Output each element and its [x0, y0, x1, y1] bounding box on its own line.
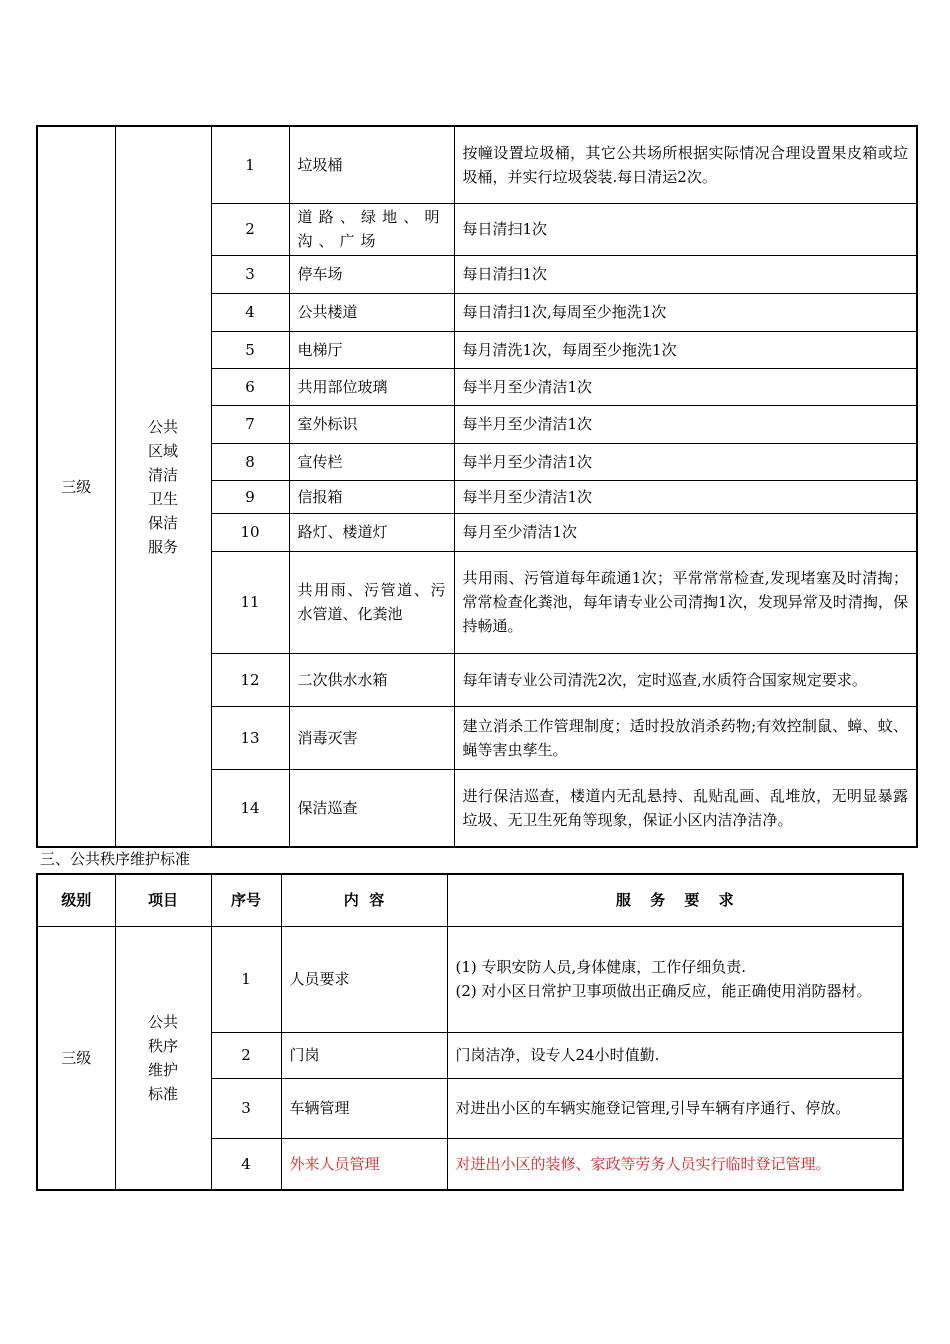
row-requirement: 每半月至少清洁1次 — [454, 368, 917, 405]
section-title: 三、公共秩序维护标准 — [40, 850, 191, 868]
row-content: 二次供水水箱 — [289, 653, 454, 706]
header-content: 内 容 — [281, 874, 447, 926]
row-requirement: 每年请专业公司清洗2次，定时巡查,水质符合国家规定要求。 — [454, 653, 917, 706]
row-content: 信报箱 — [289, 480, 454, 513]
row-number: 5 — [211, 331, 289, 368]
cleaning-standards-table — [36, 125, 918, 848]
row-requirement: 每半月至少清洁1次 — [454, 480, 917, 513]
row-requirement: 每半月至少清洁1次 — [454, 405, 917, 443]
row-requirement: 每半月至少清洁1次 — [454, 443, 917, 480]
row-content: 共用雨、污管道、污水管道、化粪池 — [289, 551, 454, 653]
level-cell: 三级 — [37, 126, 115, 847]
row-number: 14 — [211, 769, 289, 847]
header-project: 项目 — [115, 874, 211, 926]
row-number: 4 — [211, 1138, 281, 1190]
row-requirement: 每日清扫1次 — [454, 255, 917, 293]
row-requirement: 每日清扫1次,每周至少拖洗1次 — [454, 293, 917, 331]
row-requirement: 按幢设置垃圾桶，其它公共场所根据实际情况合理设置果皮箱或垃圾桶，并实行垃圾袋装.每日清运2次。 — [454, 126, 917, 203]
row-requirement: 每月清洗1次，每周至少拖洗1次 — [454, 331, 917, 368]
row-content: 车辆管理 — [281, 1078, 447, 1138]
table-row — [37, 126, 917, 203]
row-content: 室外标识 — [289, 405, 454, 443]
project-cell — [115, 926, 211, 1190]
order-maintenance-table — [36, 873, 904, 1191]
table-header-row — [37, 874, 903, 926]
header-level: 级别 — [37, 874, 115, 926]
project-label: 公共秩序维护标准 — [147, 1012, 178, 1103]
project-label: 公共区域清洁卫生保洁服务 — [147, 417, 178, 556]
row-number: 12 — [211, 653, 289, 706]
table-row — [37, 926, 903, 1032]
row-requirement: 对进出小区的装修、家政等劳务人员实行临时登记管理。 — [447, 1138, 903, 1190]
row-requirement: 门岗洁净，设专人24小时值勤. — [447, 1032, 903, 1078]
row-number: 3 — [211, 255, 289, 293]
row-content: 宣传栏 — [289, 443, 454, 480]
row-content: 人员要求 — [281, 926, 447, 1032]
row-number: 1 — [211, 926, 281, 1032]
row-content: 共用部位玻璃 — [289, 368, 454, 405]
row-number: 8 — [211, 443, 289, 480]
row-content: 公共楼道 — [289, 293, 454, 331]
row-number: 6 — [211, 368, 289, 405]
row-number: 9 — [211, 480, 289, 513]
row-number: 2 — [211, 203, 289, 255]
row-number: 13 — [211, 706, 289, 769]
row-content: 保洁巡查 — [289, 769, 454, 847]
row-number: 7 — [211, 405, 289, 443]
row-content: 消毒灭害 — [289, 706, 454, 769]
row-number: 4 — [211, 293, 289, 331]
row-number: 1 — [211, 126, 289, 203]
row-requirement: 每月至少清洁1次 — [454, 513, 917, 551]
row-requirement: 进行保洁巡查，楼道内无乱悬持、乱贴乱画、乱堆放，无明显暴露垃圾、无卫生死角等现象，保证小区内洁净洁净。 — [454, 769, 917, 847]
row-requirement: 对进出小区的车辆实施登记管理,引导车辆有序通行、停放。 — [447, 1078, 903, 1138]
header-requirement: 服 务 要 求 — [447, 874, 903, 926]
row-number: 10 — [211, 513, 289, 551]
row-number: 2 — [211, 1032, 281, 1078]
row-requirement: 每日清扫1次 — [454, 203, 917, 255]
row-content: 电梯厅 — [289, 331, 454, 368]
row-number: 11 — [211, 551, 289, 653]
row-requirement: 建立消杀工作管理制度；适时投放消杀药物;有效控制鼠、蟑、蚊、蝇等害虫孳生。 — [454, 706, 917, 769]
row-content: 停车场 — [289, 255, 454, 293]
row-requirement: 共用雨、污管道每年疏通1次；平常常常检查,发现堵塞及时清掏；常常检查化粪池，每年请专业公司清掏1次，发现异常及时清掏，保持畅通。 — [454, 551, 917, 653]
row-content: 路灯、楼道灯 — [289, 513, 454, 551]
project-cell — [115, 126, 211, 847]
row-requirement: (1) 专职安防人员,身体健康，工作仔细负责. (2) 对小区日常护卫事项做出正确反应，能正确使用消防器材。 — [447, 926, 903, 1032]
header-number: 序号 — [211, 874, 281, 926]
row-content: 道路、绿地、明沟、广场 — [289, 203, 454, 255]
level-cell: 三级 — [37, 926, 115, 1190]
row-number: 3 — [211, 1078, 281, 1138]
row-content: 外来人员管理 — [281, 1138, 447, 1190]
row-content: 垃圾桶 — [289, 126, 454, 203]
row-content: 门岗 — [281, 1032, 447, 1078]
